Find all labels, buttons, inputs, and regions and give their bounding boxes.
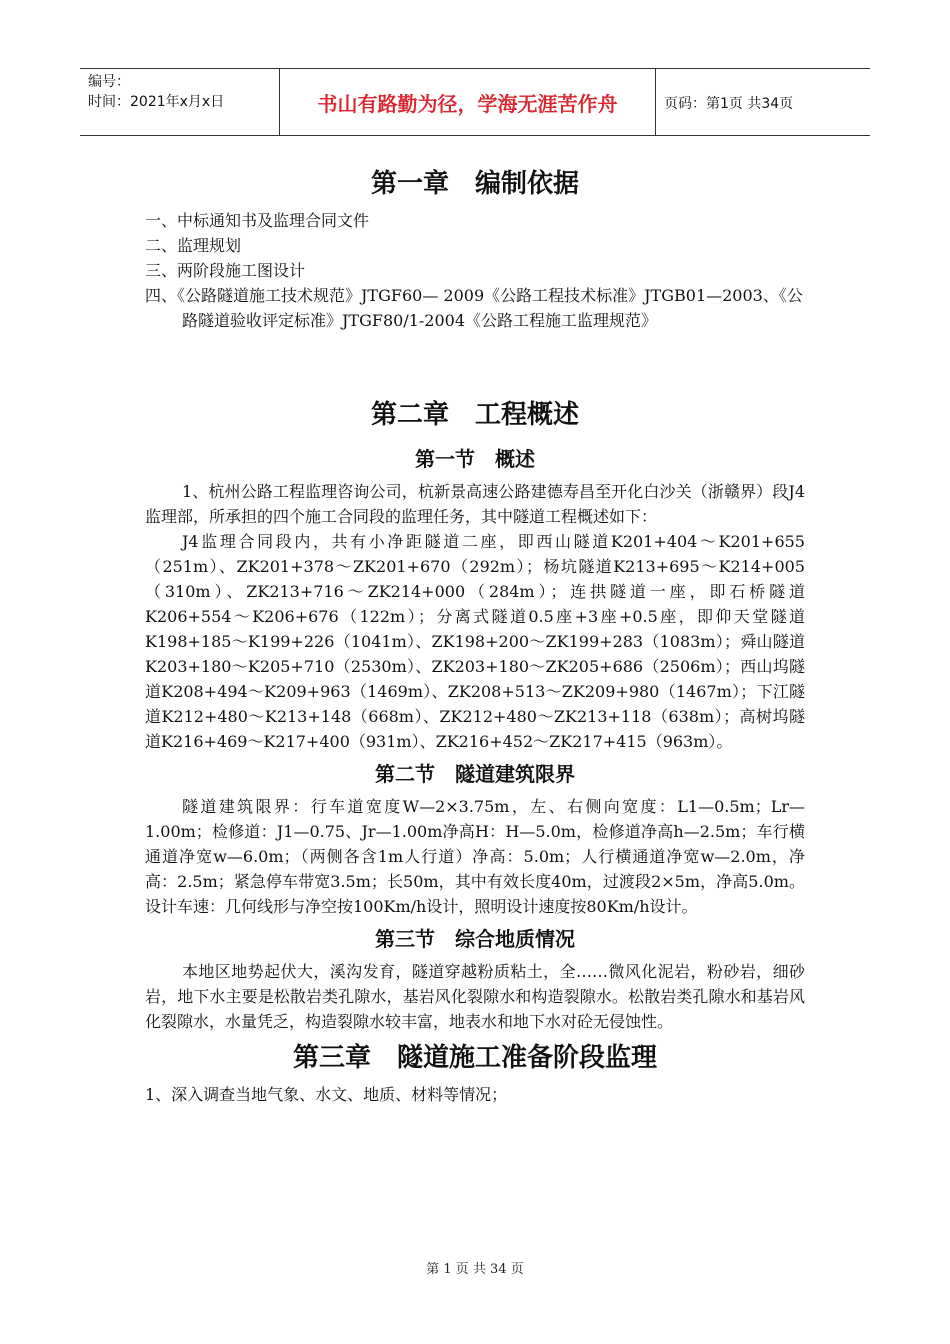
document-body	[145, 160, 805, 1107]
chapter-2-title: 第二章 工程概述	[370, 400, 579, 430]
section-2-title: 第二节 隧道建筑限界	[375, 762, 575, 786]
chapter-1-item-2: 二、监理规划	[145, 236, 242, 255]
header-motto: 书山有路勤为径，学海无涯苦作舟	[280, 69, 656, 135]
section-2-paragraph-1: 隧道建筑限界：行车道宽度W—2×3.75m，左、右侧向宽度：L1—0.5m；Lr—1.00m；检修道：J1—0.75、Jr—1.00m净高H：H—5.0m，检修道净高h—2.5m；车行横通道净宽w—6.0m；（两侧各含1m人行道）净高：5.0m；人行横通道净宽w—2.0m，净高：2.5m；紧急停车带宽3.5m；长50m，其中有效长度40m，过渡段2×5m，净高5.0m。设计车速：几何线形与净空按100Km/h设计，照明设计速度按80Km/h设计。	[145, 797, 805, 916]
section-1-title: 第一节 概述	[415, 447, 535, 471]
chapter-1-title: 第一章 编制依据	[370, 169, 579, 199]
section-1-paragraph-2: J4监理合同段内，共有小净距隧道二座，即西山隧道K201+404～K201+655（251m）、ZK201+378～ZK201+670（292m）；杨坑隧道K213+695～K214+005（310m）、ZK213+716～ZK214+000（284m）；连拱隧道一座，即石桥隧道K206+554～K206+676（122m）；分离式隧道0.5座+3座+0.5座，即仰天堂隧道K198+185～K199+226（1041m）、ZK198+200～ZK199+283（1083m）；舜山隧道K203+180～K205+710（2530m）、ZK203+180～ZK205+686（2506m）；西山坞隧道K208+494～K209+963（1469m）、ZK208+513～ZK209+980（1467m）；下江隧道K212+480～K213+148（668m）、ZK212+480～ZK213+118（638m）；高树坞隧道K216+469～K217+400（931m）、ZK216+452～ZK217+415（963m）。	[145, 532, 805, 751]
chapter-1-item-4: 四、《公路隧道施工技术规范》JTGF60— 2009《公路工程技术标准》JTGB01—2003、《公路隧道验收评定标准》JTGF80/1-2004《公路工程施工监理规范》	[145, 286, 803, 330]
chapter-3-item-1: 1、深入调查当地气象、水文、地质、材料等情况；	[145, 1085, 508, 1104]
section-1-paragraph-1: 1、杭州公路工程监理咨询公司，杭新景高速公路建德寿昌至开化白沙关（浙赣界）段J4监理部，所承担的四个施工合同段的监理任务，其中隧道工程概述如下：	[145, 482, 805, 526]
section-3-title: 第三节 综合地质情况	[375, 927, 575, 951]
header-left-cell	[80, 69, 280, 135]
header-page-label: 页码：第1页 共34页	[664, 96, 794, 112]
header-table	[80, 68, 870, 136]
chapter-1-item-1: 一、中标通知书及监理合同文件	[145, 211, 370, 230]
section-3-paragraph-1: 本地区地势起伏大，溪沟发育，隧道穿越粉质粘土，全……微风化泥岩，粉砂岩，细砂岩，地下水主要是松散岩类孔隙水，基岩风化裂隙水和构造裂隙水。松散岩类孔隙水和基岩风化裂隙水，水量凭乏，构造裂隙水较丰富，地表水和地下水对砼无侵蚀性。	[145, 962, 805, 1031]
page-footer: 第 1 页 共 34 页	[426, 1262, 524, 1277]
chapter-3-title: 第三章 隧道施工准备阶段监理	[292, 1043, 657, 1073]
chapter-1-item-3: 三、两阶段施工图设计	[145, 261, 306, 280]
date-label: 时间：2021年x月x日	[88, 94, 225, 110]
number-label: 编号：	[88, 74, 130, 90]
